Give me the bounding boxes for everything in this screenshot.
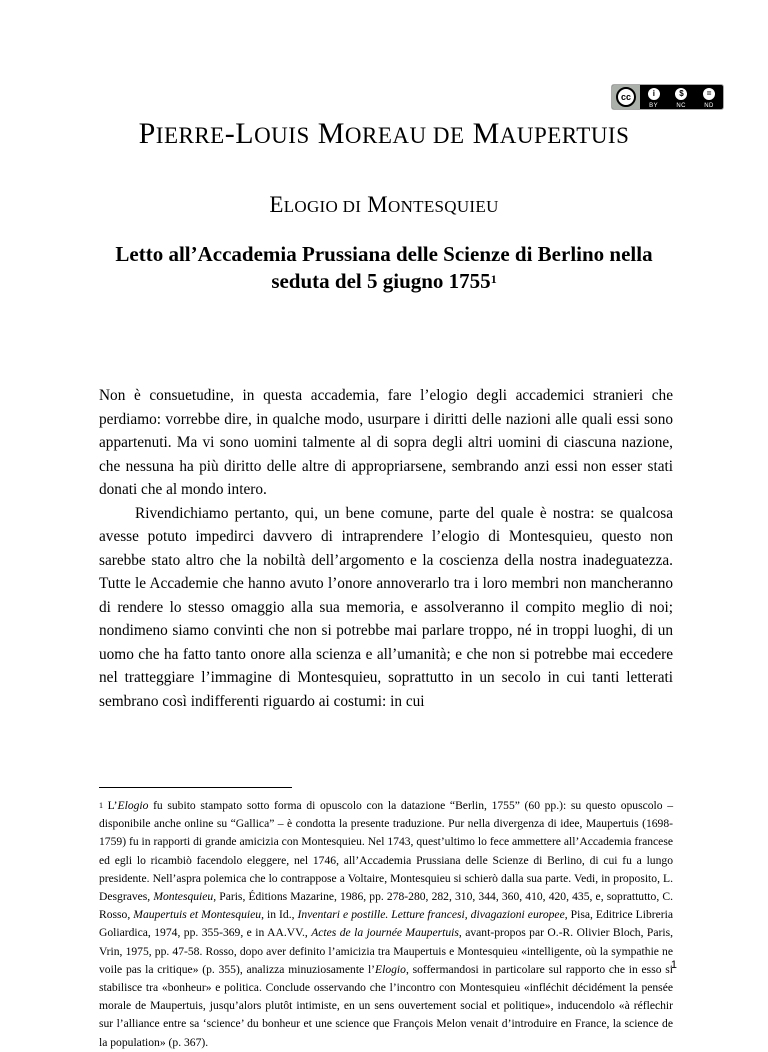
footnote-1: $^1$ L’Elogio fu subito stampato sotto forma di opuscolo con la datazione “Berlin, 1755” (60 pp.): su questo opuscolo – disponibile anche online su “Gallica” – è condotta la presente traduzione. Pur nella divergenza di idee, Maupertuis (1698-1759) fu in rapporti di grande amicizia con Montesquieu. Nel 1743, quest’ultimo lo fece ammettere all’Accademia francese ed egli lo ricambiò facendolo eleggere, nel 1746, all’Accademia Prussiana delle Scienze di Berlino, di cui fu a lungo presidente. Nell’aspra polemica che lo contrappose a Voltaire, Montesquieu si schierò dalla sua parte. Vedi, in proposito, L. Desgraves, Montesquieu, Paris, Éditions Mazarine, 1986, pp. 278-280, 282, 310, 344, 360, 410, 420, 435, e, soprattutto, C. Rosso, Maupertuis et Montesquieu, in Id., Inventari e postille. Letture francesi, divagazioni europee, Pisa, Editrice Libreria Goliardica, 1974, pp. 355-369, e in AA.VV., Actes de la journée Maupertuis, avant-propos par O.-R. Olivier Bloch, Paris, Vrin, 1975, pp. 47-58. Rosso, dopo aver definito l’amicizia tra Maupertuis e Montesquieu «intelligente, où la sympathie ne voile pas la critique» (p. 355), analizza minuziosamente l’Elogio, soffermandosi in particolare sul rapporto che in esso si stabilisce tra «bonheur» e politica. Conclude osservando che l’incontro con Montesquieu «infléchit décidément la pensée morale de Maupertuis, jusqu’alors plutôt intimiste, en un sens ouvertement social et politique», inducendolo «à réflechir sur l’alliance entre sa ‘science’ du bonheur et une science que François Melon venait d’introduire en France, la science de la population» (p. 367). [99, 799, 674, 1049]
cc-logo-icon: cc [612, 85, 640, 109]
author-title: PIERRE-LOUIS MOREAU DE MAUPERTUIS [138, 117, 630, 150]
body-text [99, 384, 673, 713]
work-title: ELOGIO DI MONTESQUIEU [269, 192, 499, 217]
no-derivatives-icon: = [702, 87, 716, 101]
attribution-icon: i [647, 87, 661, 101]
creative-commons-license-badge [611, 84, 724, 110]
license-icons [640, 85, 723, 110]
license-label-by: BY [649, 103, 659, 109]
footnote-reference[interactable]: 1 [490, 272, 497, 286]
occasion-heading: Letto all’Accademia Prussiana delle Scienze di Berlino nella seduta del 5 giugno 1755$^1$ [115, 242, 653, 293]
license-label-nd: ND [704, 103, 714, 109]
page-number: 1 [670, 959, 677, 971]
paragraph-1: Non è consuetudine, in questa accademia, fare l’elogio degli accademici stranieri che perdiamo: vorrebbe dire, in qualche modo, usurpare i diritti delle nazioni alle quali essi sono appartenuti. Ma vi sono uomini talmente al di sopra degli altri uomini di ciascuna nazione, che nessuna ha più diritto delle altre di appropriarsene, sembrando anzi essi non esser stati donati che al mondo intero. [99, 387, 673, 498]
license-label-nc: NC [676, 103, 686, 109]
footnote-separator [99, 787, 292, 788]
paragraph-2: Rivendichiamo pertanto, qui, un bene comune, parte del quale è nostra: se qualcosa avesse potuto impedirci davvero di intraprendere l’elogio di Montesquieu, questo non sarebbe stato altro che la nobiltà dell’argomento e la coscienza della nostra inadeguatezza. Tutte le Accademie che hanno avuto l’onore annoverarlo tra i loro membri non mancheranno di rendere lo stesso omaggio alla sua memoria, e assolveranno il compito meglio di noi; nondimeno siamo convinti che non si potrebbe mai parlare troppo, né in troppi luoghi, di un uomo che ha fatto tanto onore alla scienza e all’umanità; e che non si potrebbe mai eccedere nel tratteggiare l’immagine di Montesquieu, soprattutto in un secolo in cui tanti letterati sembrano così indifferenti riguardo ai costumi: in cui [99, 504, 673, 710]
footnote-number: 1 [99, 801, 103, 810]
non-commercial-icon: $ [674, 87, 688, 101]
